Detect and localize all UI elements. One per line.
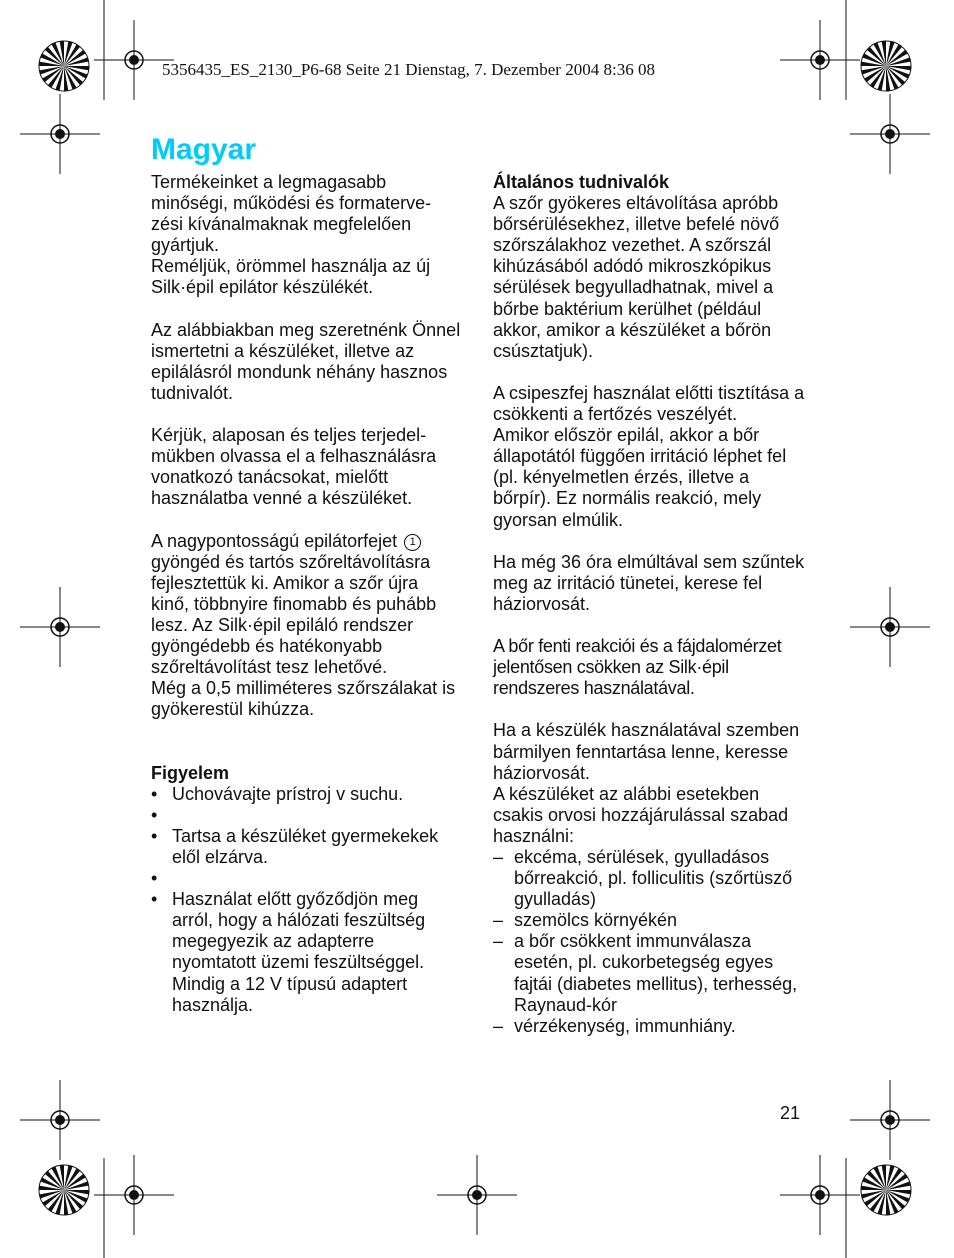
- condition-item: – ekcéma, sérülések, gyulladásos bőrreakció, pl. folliculitis (szőrtüsző gyulladás): [493, 847, 805, 910]
- intro-paragraph: Reméljük, örömmel használja az új Silk·épil epilátor készülékét.: [151, 256, 431, 298]
- registration-rosette: [861, 1165, 911, 1215]
- body-paragraph: A bőr fenti reakciói és a fájdalomérzet jelentősen csökken az Silk·épil rendszeres használatával.: [493, 636, 782, 699]
- intro-paragraph: Még a 0,5 milliméteres szőrszálakat is gyökerestül kihúzza.: [151, 678, 456, 720]
- condition-item: – szemölcs környékén: [493, 910, 805, 931]
- body-paragraph: A szőr gyökeres eltávolítása apróbb bőrsérülésekhez, illetve befelé növő szőrszálakhoz vezethet. A szőrszál kihúzásából adódó mikroszkópikus sérülések begyulladhatnak, mivel a bőrbe baktérium kerülhet (például akkor, amikor a készüléket a bőrön csúsztatjuk).: [493, 193, 780, 361]
- condition-item: – vérzékenység, immunhiány.: [493, 1016, 805, 1037]
- reference-number-badge: 1: [404, 534, 421, 551]
- warning-item: • Tartsa a készüléket gyermekekek elől elzárva.: [151, 826, 461, 868]
- registration-rosette: [39, 1165, 89, 1215]
- warning-heading: Figyelem: [151, 762, 230, 783]
- intro-text: A nagypontosságú epilátorfejet: [151, 530, 398, 551]
- conditions-list: [493, 847, 805, 1037]
- intro-paragraph: Termékeinket a legmagasabb minőségi, működési és formaterve-zési kívánalmaknak megfelelően gyártjuk.: [151, 172, 432, 256]
- warning-item: • Használat előtt győződjön meg arról, hogy a hálózati feszültség megegyezik az adapterre nyomtatott üzemi feszültséggel. Mindig a 12 V típusú adaptert használja.: [151, 889, 461, 1016]
- section-heading: Általános tudnivalók: [493, 172, 670, 192]
- intro-text: gyöngéd és tartós szőreltávolításra fejlesztettük ki. Amikor a szőr újra kinő, többnyire finomabb és puhább lesz. Az Silk·épil epiláló rendszer gyöngédebb és hatékonyabb szőreltávolítást tesz lehetővé.: [151, 551, 437, 678]
- right-column: [493, 172, 805, 1037]
- page-title: Magyar: [151, 133, 257, 166]
- intro-paragraph: [151, 531, 461, 679]
- body-paragraph: A készüléket az alábbi esetekben csakis orvosi hozzájárulással szabad használni:: [493, 783, 789, 846]
- body-paragraph: Ha a készülék használatával szemben bármilyen fenntartása lenne, keresse háziorvosát.: [493, 720, 800, 783]
- warning-list: [151, 784, 461, 1016]
- warning-item: • Uchovávajte prístroj v suchu.: [151, 784, 461, 805]
- body-paragraph: A csipeszfej használat előtti tisztítása a csökkenti a fertőzés veszélyét.: [493, 382, 805, 425]
- registration-rosette: [861, 41, 911, 91]
- intro-paragraph: Kérjük, alaposan és teljes terjedel-mükben olvassa el a felhasználásra vonatkozó tanácsokat, mielőtt használatba venné a készüléket.: [151, 425, 437, 509]
- condition-item: – a bőr csökkent immunválasza esetén, pl. cukorbetegség egyes fajtái (diabetes mellitus), terhesség, Raynaud-kór: [493, 931, 805, 1015]
- intro-paragraph: Az alábbiakban meg szeretnénk Önnel ismertetni a készüléket, illetve az epilálásról mondunk néhány hasznos tudnivalót.: [151, 319, 461, 403]
- left-column: [151, 172, 461, 1016]
- print-header: 5356435_ES_2130_P6-68 Seite 21 Dienstag, 7. Dezember 2004 8:36 08: [162, 60, 655, 79]
- registration-rosette: [39, 41, 89, 91]
- page-number: 21: [780, 1103, 801, 1123]
- body-paragraph: Ha még 36 óra elmúltával sem szűntek meg az irritáció tünetei, kerese fel háziorvosát.: [493, 551, 805, 614]
- body-paragraph: Amikor először epilál, akkor a bőr állapotától függően irritáció léphet fel (pl. kényelmetlen érzés, illetve a bőrpír). Ez normális reakció, mely gyorsan elmúlik.: [493, 425, 787, 530]
